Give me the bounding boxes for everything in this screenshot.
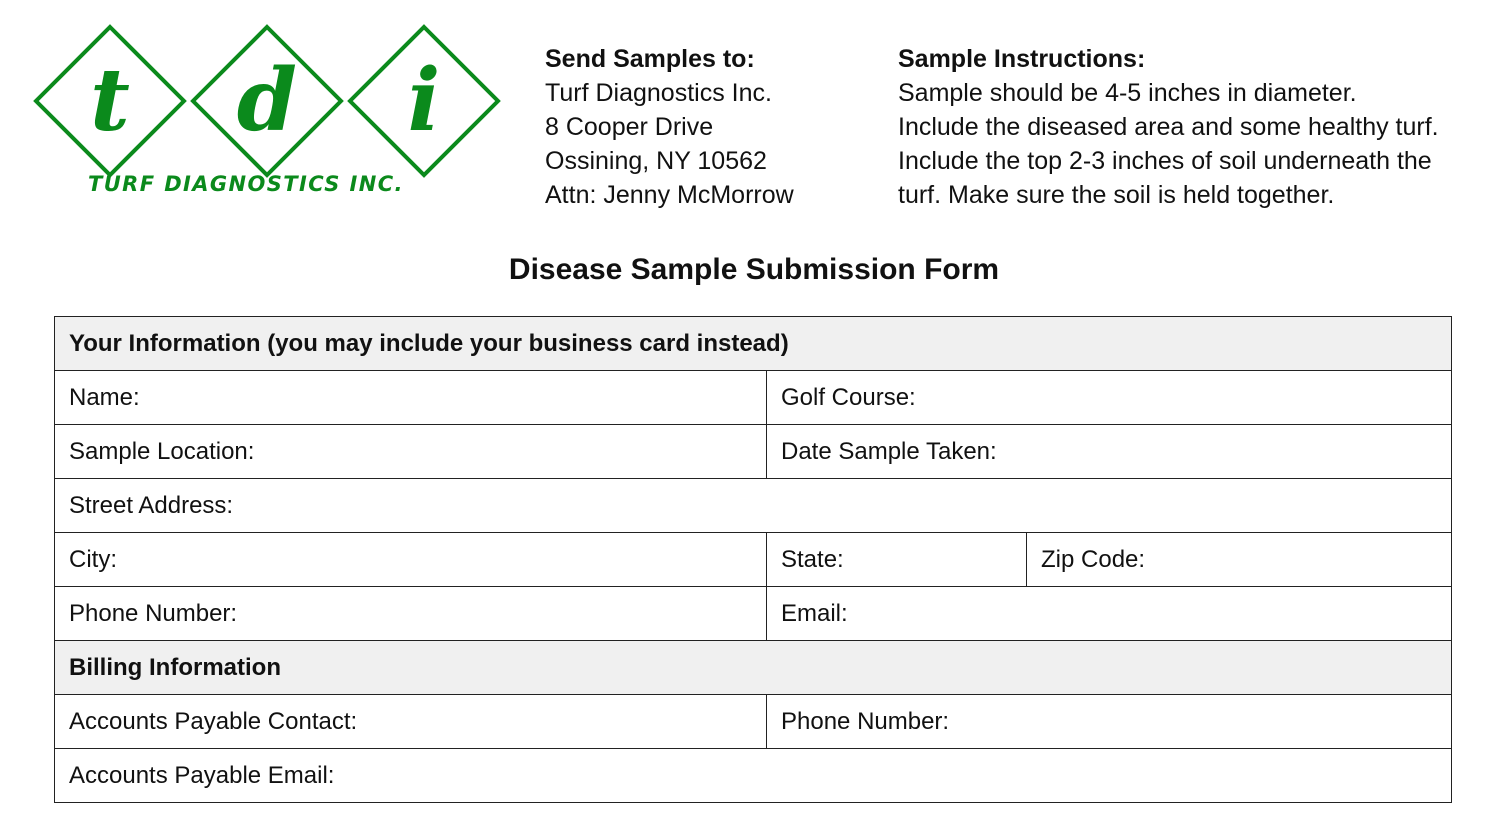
instruction-line: Sample should be 4-5 inches in diameter. bbox=[898, 79, 1357, 107]
instruction-line: Include the diseased area and some healthy turf. bbox=[898, 113, 1439, 141]
golf-course-field[interactable]: Golf Course: bbox=[767, 371, 1452, 425]
zip-code-field[interactable]: Zip Code: bbox=[1027, 533, 1452, 587]
logo-letter-d: d bbox=[236, 50, 298, 151]
submission-form-table bbox=[54, 316, 1452, 803]
send-samples-line: Ossining, NY 10562 bbox=[545, 147, 767, 175]
form-row bbox=[55, 533, 1452, 587]
state-field[interactable]: State: bbox=[767, 533, 1027, 587]
send-samples-block bbox=[545, 42, 875, 212]
form-row bbox=[55, 479, 1452, 533]
send-samples-line: Attn: Jenny McMorrow bbox=[545, 181, 794, 209]
name-field[interactable]: Name: bbox=[55, 371, 767, 425]
form-section-row bbox=[55, 641, 1452, 695]
accounts-payable-phone-field[interactable]: Phone Number: bbox=[767, 695, 1452, 749]
form-section-row bbox=[55, 317, 1452, 371]
city-field[interactable]: City: bbox=[55, 533, 767, 587]
sample-instructions-heading: Sample Instructions: bbox=[898, 45, 1146, 73]
sample-instructions-block bbox=[898, 42, 1498, 212]
send-samples-line: Turf Diagnostics Inc. bbox=[545, 79, 772, 107]
email-field[interactable]: Email: bbox=[767, 587, 1452, 641]
logo-caption: TURF DIAGNOSTICS INC. bbox=[88, 172, 404, 196]
send-samples-heading: Send Samples to: bbox=[545, 45, 755, 73]
date-sample-taken-field[interactable]: Date Sample Taken: bbox=[767, 425, 1452, 479]
accounts-payable-email-field[interactable]: Accounts Payable Email: bbox=[55, 749, 1452, 803]
your-information-header: Your Information (you may include your business card instead) bbox=[55, 317, 1452, 371]
instruction-line: Include the top 2-3 inches of soil underneath the bbox=[898, 147, 1432, 175]
logo-letter-t: t bbox=[90, 50, 130, 151]
form-row bbox=[55, 425, 1452, 479]
send-samples-line: 8 Cooper Drive bbox=[545, 113, 714, 141]
accounts-payable-contact-field[interactable]: Accounts Payable Contact: bbox=[55, 695, 767, 749]
sample-location-field[interactable]: Sample Location: bbox=[55, 425, 767, 479]
tdi-logo bbox=[30, 22, 510, 222]
street-address-field[interactable]: Street Address: bbox=[55, 479, 1452, 533]
form-row bbox=[55, 371, 1452, 425]
form-row bbox=[55, 749, 1452, 803]
logo-letter-i: i bbox=[407, 50, 441, 151]
instruction-line: turf. Make sure the soil is held together. bbox=[898, 181, 1335, 209]
form-row bbox=[55, 587, 1452, 641]
phone-number-field[interactable]: Phone Number: bbox=[55, 587, 767, 641]
form-row bbox=[55, 695, 1452, 749]
form-title: Disease Sample Submission Form bbox=[508, 253, 1000, 286]
billing-information-header: Billing Information bbox=[55, 641, 1452, 695]
